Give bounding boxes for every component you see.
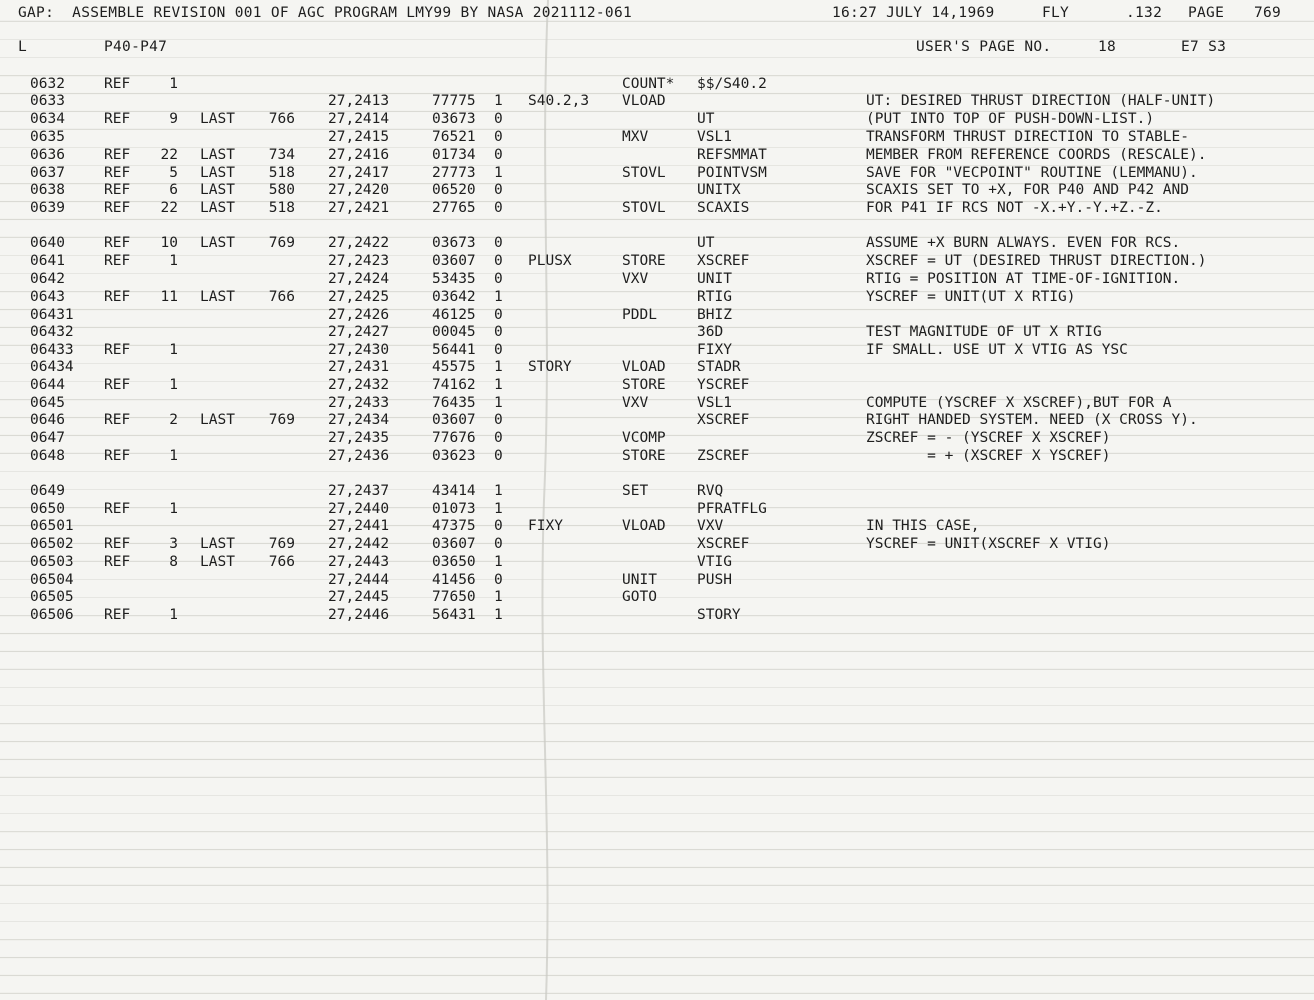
memory-address: 27,2420: [328, 182, 390, 198]
comment: FOR P41 IF RCS NOT -X.+Y.-Y.+Z.-Z.: [866, 200, 1163, 216]
octal-word: 74162: [432, 377, 476, 393]
operand: VSL1: [697, 395, 732, 411]
memory-address: 27,2440: [328, 501, 390, 517]
listing-row: [0, 75, 1314, 93]
operand: 36D: [697, 324, 724, 340]
listing-row: [0, 110, 1314, 128]
memory-address: 27,2441: [328, 518, 390, 534]
word-parity: 1: [494, 554, 503, 570]
ref-flag: REF: [104, 253, 131, 269]
octal-word: 03673: [432, 111, 476, 127]
listing-row: [0, 164, 1314, 182]
operand: RVQ: [697, 483, 724, 499]
comment: RTIG = POSITION AT TIME-OF-IGNITION.: [866, 271, 1181, 287]
ref-flag: REF: [104, 448, 131, 464]
comment: COMPUTE (YSCREF X XSCREF),BUT FOR A: [866, 395, 1172, 411]
listing-row: [0, 376, 1314, 394]
line-number: 0633: [30, 93, 65, 109]
opcode: STOVL: [622, 165, 666, 181]
octal-word: 56431: [432, 607, 476, 623]
word-parity: 0: [494, 342, 503, 358]
line-number: 06503: [30, 554, 74, 570]
operand: YSCREF: [697, 377, 750, 393]
line-number: 0637: [30, 165, 65, 181]
operand: SCAXIS: [697, 200, 750, 216]
listing-row: [0, 358, 1314, 376]
line-number: 0636: [30, 147, 65, 163]
line-number: 0643: [30, 289, 65, 305]
ref-count: 1: [169, 342, 178, 358]
line-number: 06432: [30, 324, 74, 340]
octal-word: 77775: [432, 93, 476, 109]
memory-address: 27,2432: [328, 377, 390, 393]
line-number: 06502: [30, 536, 74, 552]
memory-address: 27,2430: [328, 342, 390, 358]
ref-flag: REF: [104, 501, 131, 517]
listing-row: [0, 517, 1314, 535]
last-ref-line: 769: [268, 536, 295, 552]
ref-flag: REF: [104, 165, 131, 181]
ref-flag: REF: [104, 377, 131, 393]
word-parity: 0: [494, 182, 503, 198]
octal-word: 27765: [432, 200, 476, 216]
word-parity: 1: [494, 165, 503, 181]
line-number: 06434: [30, 359, 74, 375]
octal-word: 00045: [432, 324, 476, 340]
column-marker: L: [18, 39, 28, 55]
operand: VSL1: [697, 129, 732, 145]
octal-word: 46125: [432, 307, 476, 323]
comment: SCAXIS SET TO +X, FOR P40 AND P42 AND: [866, 182, 1190, 198]
memory-address: 27,2422: [328, 235, 390, 251]
listing-subheader: [0, 38, 1314, 56]
last-ref-line: 734: [268, 147, 295, 163]
listing-row: [0, 146, 1314, 164]
line-number: 0644: [30, 377, 65, 393]
octal-word: 03607: [432, 412, 476, 428]
word-parity: 0: [494, 129, 503, 145]
line-number: 0640: [30, 235, 65, 251]
octal-word: 45575: [432, 359, 476, 375]
operand: VXV: [697, 518, 724, 534]
last-ref-line: 518: [268, 165, 295, 181]
last-flag: LAST: [200, 536, 235, 552]
word-parity: 0: [494, 572, 503, 588]
word-parity: 0: [494, 147, 503, 163]
operand: RTIG: [697, 289, 732, 305]
listing-row: [0, 92, 1314, 110]
ref-count: 1: [169, 76, 178, 92]
comment: RIGHT HANDED SYSTEM. NEED (X CROSS Y).: [866, 412, 1198, 428]
comment: YSCREF = UNIT(UT X RTIG): [866, 289, 1076, 305]
listing-row: [0, 394, 1314, 412]
operand: POINTVSM: [697, 165, 767, 181]
word-parity: 0: [494, 324, 503, 340]
opcode: COUNT*: [622, 76, 675, 92]
last-ref-line: 518: [268, 200, 295, 216]
word-parity: 1: [494, 589, 503, 605]
memory-address: 27,2442: [328, 536, 390, 552]
line-number: 06505: [30, 589, 74, 605]
octal-word: 56441: [432, 342, 476, 358]
octal-word: 43414: [432, 483, 476, 499]
comment: (PUT INTO TOP OF PUSH-DOWN-LIST.): [866, 111, 1155, 127]
last-ref-line: 580: [268, 182, 295, 198]
comment: IN THIS CASE,: [866, 518, 980, 534]
ref-count: 1: [169, 448, 178, 464]
listing-row: [0, 341, 1314, 359]
memory-address: 27,2436: [328, 448, 390, 464]
page-number: 769: [1254, 5, 1282, 21]
line-number: 0639: [30, 200, 65, 216]
word-parity: 0: [494, 235, 503, 251]
word-parity: 0: [494, 536, 503, 552]
last-ref-line: 766: [268, 554, 295, 570]
line-number: 06431: [30, 307, 74, 323]
octal-word: 53435: [432, 271, 476, 287]
operand: $$/S40.2: [697, 76, 767, 92]
ref-count: 5: [169, 165, 178, 181]
print-timestamp: 16:27 JULY 14,1969: [832, 5, 995, 21]
ref-count: 3: [169, 536, 178, 552]
opcode: VLOAD: [622, 359, 666, 375]
comment: YSCREF = UNIT(XSCREF X VTIG): [866, 536, 1111, 552]
ref-count: 22: [160, 147, 178, 163]
line-number: 0632: [30, 76, 65, 92]
operand: REFSMMAT: [697, 147, 767, 163]
word-parity: 1: [494, 607, 503, 623]
comment: MEMBER FROM REFERENCE COORDS (RESCALE).: [866, 147, 1207, 163]
memory-address: 27,2417: [328, 165, 390, 181]
memory-address: 27,2427: [328, 324, 390, 340]
listing-row: [0, 128, 1314, 146]
memory-address: 27,2434: [328, 412, 390, 428]
last-ref-line: 766: [268, 289, 295, 305]
listing-row: [0, 181, 1314, 199]
ref-count: 22: [160, 200, 178, 216]
ref-count: 11: [160, 289, 178, 305]
memory-address: 27,2431: [328, 359, 390, 375]
operand: XSCREF: [697, 253, 750, 269]
listing-row: [0, 429, 1314, 447]
memory-address: 27,2435: [328, 430, 390, 446]
opcode: STORE: [622, 448, 666, 464]
listing-header: [0, 4, 1314, 22]
operand: PUSH: [697, 572, 732, 588]
octal-word: 77650: [432, 589, 476, 605]
operand: XSCREF: [697, 412, 750, 428]
octal-word: 41456: [432, 572, 476, 588]
ref-count: 9: [169, 111, 178, 127]
listing-row: [0, 447, 1314, 465]
line-number: 0635: [30, 129, 65, 145]
word-parity: 1: [494, 483, 503, 499]
user-page-number: 18: [1098, 39, 1117, 55]
octal-word: 03650: [432, 554, 476, 570]
listing-row: [0, 482, 1314, 500]
memory-address: 27,2416: [328, 147, 390, 163]
line-number: 0650: [30, 501, 65, 517]
ref-flag: REF: [104, 111, 131, 127]
word-parity: 0: [494, 448, 503, 464]
ref-count: 6: [169, 182, 178, 198]
word-parity: 0: [494, 307, 503, 323]
opcode: VLOAD: [622, 93, 666, 109]
symbol-label: STORY: [528, 359, 572, 375]
ref-flag: REF: [104, 200, 131, 216]
last-flag: LAST: [200, 111, 235, 127]
octal-word: 03673: [432, 235, 476, 251]
listing-row: [0, 553, 1314, 571]
memory-address: 27,2443: [328, 554, 390, 570]
word-parity: 0: [494, 412, 503, 428]
operand: STORY: [697, 607, 741, 623]
line-number: 0634: [30, 111, 65, 127]
line-number: 06501: [30, 518, 74, 534]
memory-address: 27,2413: [328, 93, 390, 109]
octal-word: 76521: [432, 129, 476, 145]
octal-word: 03607: [432, 536, 476, 552]
last-flag: LAST: [200, 235, 235, 251]
last-flag: LAST: [200, 554, 235, 570]
listing-row: [0, 500, 1314, 518]
line-number: 06504: [30, 572, 74, 588]
ref-flag: REF: [104, 289, 131, 305]
line-number: 0649: [30, 483, 65, 499]
octal-word: 03642: [432, 289, 476, 305]
comment: XSCREF = UT (DESIRED THRUST DIRECTION.): [866, 253, 1207, 269]
comment: SAVE FOR "VECPOINT" ROUTINE (LEMMANU).: [866, 165, 1198, 181]
line-number: 0642: [30, 271, 65, 287]
opcode: VLOAD: [622, 518, 666, 534]
line-number: 0641: [30, 253, 65, 269]
memory-address: 27,2446: [328, 607, 390, 623]
comment: UT: DESIRED THRUST DIRECTION (HALF-UNIT): [866, 93, 1216, 109]
opcode: GOTO: [622, 589, 657, 605]
operand: BHIZ: [697, 307, 732, 323]
last-flag: LAST: [200, 412, 235, 428]
word-parity: 1: [494, 359, 503, 375]
operand: UT: [697, 235, 715, 251]
last-ref-line: 769: [268, 412, 295, 428]
memory-address: 27,2444: [328, 572, 390, 588]
operand: PFRATFLG: [697, 501, 767, 517]
memory-address: 27,2445: [328, 589, 390, 605]
last-flag: LAST: [200, 165, 235, 181]
listing-row: [0, 306, 1314, 324]
operand: XSCREF: [697, 536, 750, 552]
word-parity: 1: [494, 289, 503, 305]
memory-address: 27,2423: [328, 253, 390, 269]
opcode: VCOMP: [622, 430, 666, 446]
symbol-label: PLUSX: [528, 253, 572, 269]
comment: TEST MAGNITUDE OF UT X RTIG: [866, 324, 1102, 340]
memory-address: 27,2425: [328, 289, 390, 305]
last-flag: LAST: [200, 147, 235, 163]
listing-row: [0, 199, 1314, 217]
opcode: VXV: [622, 271, 649, 287]
word-parity: 0: [494, 200, 503, 216]
ref-flag: REF: [104, 342, 131, 358]
listing-row: [0, 323, 1314, 341]
last-flag: LAST: [200, 200, 235, 216]
opcode: PDDL: [622, 307, 657, 323]
ref-count: 1: [169, 377, 178, 393]
line-number: 0646: [30, 412, 65, 428]
last-flag: LAST: [200, 182, 235, 198]
run-code: .132: [1126, 5, 1163, 21]
octal-word: 77676: [432, 430, 476, 446]
user-page-label: USER'S PAGE NO.: [916, 39, 1052, 55]
ref-count: 1: [169, 253, 178, 269]
opcode: SET: [622, 483, 649, 499]
comment: ASSUME +X BURN ALWAYS. EVEN FOR RCS.: [866, 235, 1181, 251]
octal-word: 01734: [432, 147, 476, 163]
ref-count: 1: [169, 501, 178, 517]
ref-flag: REF: [104, 412, 131, 428]
line-number: 06506: [30, 607, 74, 623]
page-label: PAGE: [1188, 5, 1225, 21]
ref-count: 10: [160, 235, 178, 251]
operand: STADR: [697, 359, 741, 375]
ref-count: 2: [169, 412, 178, 428]
listing-row: [0, 234, 1314, 252]
listing-row: [0, 571, 1314, 589]
ref-flag: REF: [104, 147, 131, 163]
operand: ZSCREF: [697, 448, 750, 464]
listing-row: [0, 252, 1314, 270]
symbol-label: FIXY: [528, 518, 563, 534]
line-number: 06433: [30, 342, 74, 358]
comment: IF SMALL. USE UT X VTIG AS YSC: [866, 342, 1128, 358]
memory-address: 27,2437: [328, 483, 390, 499]
memory-address: 27,2426: [328, 307, 390, 323]
word-parity: 1: [494, 501, 503, 517]
line-number: 0648: [30, 448, 65, 464]
ref-flag: REF: [104, 235, 131, 251]
opcode: STORE: [622, 377, 666, 393]
operand: UT: [697, 111, 715, 127]
last-ref-line: 766: [268, 111, 295, 127]
octal-word: 01073: [432, 501, 476, 517]
run-mode: FLY: [1042, 5, 1070, 21]
octal-word: 27773: [432, 165, 476, 181]
comment: TRANSFORM THRUST DIRECTION TO STABLE-: [866, 129, 1190, 145]
octal-word: 03623: [432, 448, 476, 464]
ref-flag: REF: [104, 607, 131, 623]
ref-count: 1: [169, 607, 178, 623]
operand: VTIG: [697, 554, 732, 570]
listing-row: [0, 535, 1314, 553]
memory-address: 27,2433: [328, 395, 390, 411]
operand: UNIT: [697, 271, 732, 287]
word-parity: 1: [494, 93, 503, 109]
octal-word: 06520: [432, 182, 476, 198]
word-parity: 0: [494, 111, 503, 127]
opcode: MXV: [622, 129, 649, 145]
memory-address: 27,2415: [328, 129, 390, 145]
word-parity: 0: [494, 518, 503, 534]
comment: ZSCREF = - (YSCREF X XSCREF): [866, 430, 1111, 446]
opcode: UNIT: [622, 572, 657, 588]
listing-row: [0, 606, 1314, 624]
word-parity: 1: [494, 377, 503, 393]
comment: = + (XSCREF X YSCREF): [866, 448, 1111, 464]
opcode: STORE: [622, 253, 666, 269]
ref-flag: REF: [104, 76, 131, 92]
ref-count: 8: [169, 554, 178, 570]
section-title: P40-P47: [104, 39, 168, 55]
word-parity: 0: [494, 271, 503, 287]
octal-word: 03607: [432, 253, 476, 269]
memory-address: 27,2414: [328, 111, 390, 127]
opcode: VXV: [622, 395, 649, 411]
page-tag: E7 S3: [1181, 39, 1227, 55]
octal-word: 76435: [432, 395, 476, 411]
word-parity: 1: [494, 395, 503, 411]
listing-row: [0, 288, 1314, 306]
octal-word: 47375: [432, 518, 476, 534]
ref-flag: REF: [104, 182, 131, 198]
word-parity: 0: [494, 430, 503, 446]
last-ref-line: 769: [268, 235, 295, 251]
opcode: STOVL: [622, 200, 666, 216]
ref-flag: REF: [104, 536, 131, 552]
ref-flag: REF: [104, 554, 131, 570]
line-number: 0645: [30, 395, 65, 411]
listing-row: [0, 270, 1314, 288]
last-flag: LAST: [200, 289, 235, 305]
program-title: GAP: ASSEMBLE REVISION 001 OF AGC PROGRAM LMY99 BY NASA 2021112-061: [18, 5, 633, 21]
listing-row: [0, 588, 1314, 606]
line-number: 0638: [30, 182, 65, 198]
line-number: 0647: [30, 430, 65, 446]
memory-address: 27,2424: [328, 271, 390, 287]
operand: UNITX: [697, 182, 741, 198]
operand: FIXY: [697, 342, 732, 358]
symbol-label: S40.2,3: [528, 93, 590, 109]
word-parity: 0: [494, 253, 503, 269]
listing-row: [0, 411, 1314, 429]
memory-address: 27,2421: [328, 200, 390, 216]
